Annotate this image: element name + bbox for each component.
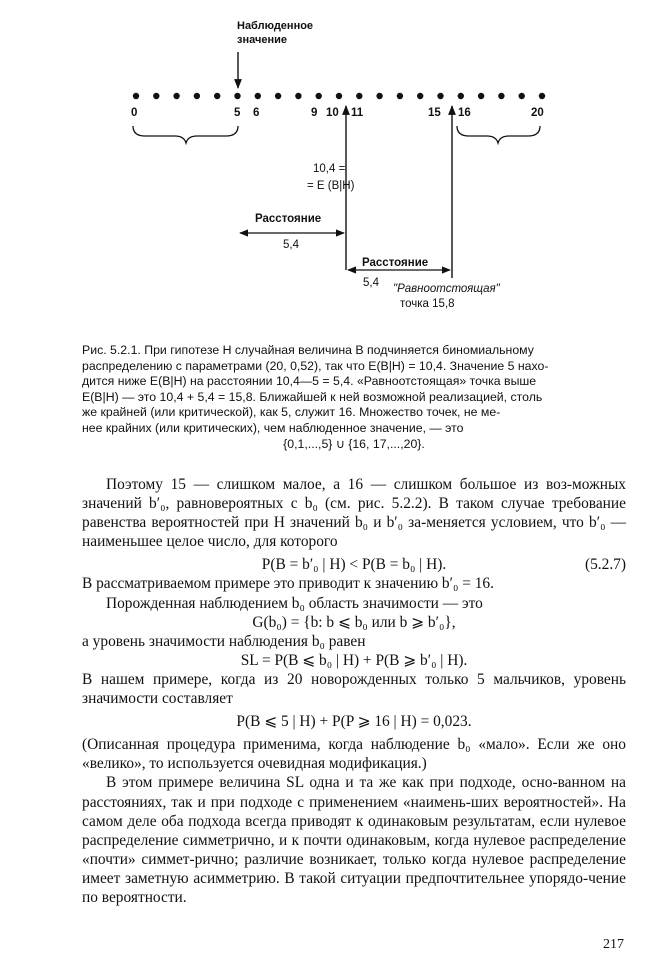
number-line-dot — [275, 93, 281, 99]
caption-set-line: {0,1,...,5} ∪ {16, 17,...,20}. — [283, 436, 425, 451]
observed-value-label-line2: значение — [237, 34, 287, 46]
number-line-dot — [437, 93, 443, 99]
tick-label-9: 9 — [311, 107, 318, 119]
number-line-dot — [336, 93, 342, 99]
expectation-label-line2: = E (B|H) — [307, 180, 355, 192]
equation-significance-region: G(b₀) = {b: b ⩽ b₀ или b ⩾ b′₀}, — [252, 613, 456, 631]
paragraph-4: а уровень значимости наблюдения b₀ равен — [82, 632, 366, 650]
caption-line: дится ниже E(B|H) на расстоянии 10,4—5 = 5,4. «Равноотстоящая» точка выше — [82, 374, 537, 389]
paragraph-1: Поэтому 15 — слишком малое, а 16 — слишком большое из воз-можных значений b′₀, равновероятных с b₀ (см. рис. 5.2.2). В таком случае требование равенства вероятностей при H значений b₀ и b′₀ за-меняется условием, что b′₀ — наименьшее целое число, для которого — [82, 476, 626, 551]
number-line-dot — [356, 93, 362, 99]
right-brace — [457, 126, 540, 143]
tick-label-11: 11 — [351, 107, 364, 119]
number-line-diagram — [0, 0, 650, 330]
tick-label-16: 16 — [458, 107, 471, 119]
expectation-label-line1: 10,4 = — [313, 163, 346, 175]
number-line-dot — [397, 93, 403, 99]
number-line-dot — [417, 93, 423, 99]
figure-5-2-1 — [0, 0, 650, 330]
equation-5-2-7-body: P(B = b′₀ | H) < P(B = b₀ | H). — [261, 556, 447, 574]
equation-significance-level: SL = P(B ⩽ b₀ | H) + P(B ⩾ b′₀ | H). — [240, 651, 468, 669]
number-line-dot — [173, 93, 179, 99]
tick-label-20: 20 — [531, 107, 544, 119]
number-line-dot — [376, 93, 382, 99]
paragraph-3: Порожденная наблюдением b₀ область значимости — это — [106, 594, 483, 612]
left-brace — [133, 126, 238, 143]
distance-value-2: 5,4 — [363, 277, 379, 289]
number-line-dot — [458, 93, 464, 99]
caption-line: E(B|H) — это 10,4 + 5,4 = 15,8. Ближайшей к ней возможной реализацией, столь — [82, 389, 543, 404]
equation-5-2-7 — [82, 555, 626, 574]
tick-label-10: 10 — [326, 107, 339, 119]
number-line-dot — [153, 93, 159, 99]
equation-number: (5.2.7) — [584, 556, 626, 574]
body-text — [82, 475, 626, 907]
paragraph-7: В этом примере величина SL одна и та же как при подходе, осно-ванном на расстояниях, так и при подходе с применением «наимень-ших вероятностей». На самом деле оба подхода всегда приводят к одинаковым результатам, если нулевое распределение симметрично, и к почти одинаковым, когда нулевое распределение «почти» симмет-рично; различие возникает, только когда нулевое распределение имеет заметную асимметрию. В такой ситуации предпочтительнее упорядо-чение по вероятности. — [82, 774, 626, 906]
number-line-dot — [295, 93, 301, 99]
caption-line: Рис. 5.2.1. При гипотезе H случайная величина B подчиняется биномиальному — [82, 343, 534, 357]
number-line-dots — [133, 93, 545, 99]
number-line-dot — [255, 93, 261, 99]
tick-label-0: 0 — [131, 107, 138, 119]
caption-line: нее крайних (или критических), чем наблюденное значение, — это — [82, 420, 464, 435]
equidistant-label-line2: точка 15,8 — [400, 298, 455, 310]
number-line-dot — [478, 93, 484, 99]
distance-label-2: Расстояние — [362, 257, 429, 269]
figure-caption — [82, 343, 626, 452]
number-line-dot — [316, 93, 322, 99]
tick-label-6: 6 — [253, 107, 260, 119]
tick-label-15: 15 — [428, 107, 441, 119]
number-line-dot — [519, 93, 525, 99]
distance-label-1: Расстояние — [255, 213, 322, 225]
number-line-dot — [194, 93, 200, 99]
tick-label-5: 5 — [234, 107, 241, 119]
equidistant-label-line1: "Равноотстоящая" — [393, 283, 500, 295]
paragraph-5: В нашем примере, когда из 20 новорожденных только 5 мальчиков, уровень значимости составляет — [82, 670, 626, 708]
number-line-dot — [214, 93, 220, 99]
paragraph-2: В рассматриваемом примере это приводит к значению b′₀ = 16. — [82, 575, 494, 593]
equation-numeric-level: P(B ⩽ 5 | H) + P(P ⩾ 16 | H) = 0,023. — [236, 713, 472, 731]
page-number: 217 — [603, 937, 624, 952]
observed-value-label-line1: Наблюденное — [237, 20, 314, 32]
caption-line: же крайней (или критической), как 5, служит 16. Множество точек, не ме- — [82, 405, 501, 420]
distance-value-1: 5,4 — [283, 239, 299, 251]
paragraph-6: (Описанная процедура применима, когда наблюдение b₀ «мало». Если же оно «велико», то используется очевидная модификация.) — [82, 736, 626, 773]
number-line-dot — [539, 93, 545, 99]
number-line-dot — [498, 93, 504, 99]
number-line-dot — [133, 93, 139, 99]
number-line-dot — [234, 93, 240, 99]
caption-line: распределению с параметрами (20, 0,52), так что E(B|H) = 10,4. Значение 5 нахо- — [82, 358, 549, 373]
